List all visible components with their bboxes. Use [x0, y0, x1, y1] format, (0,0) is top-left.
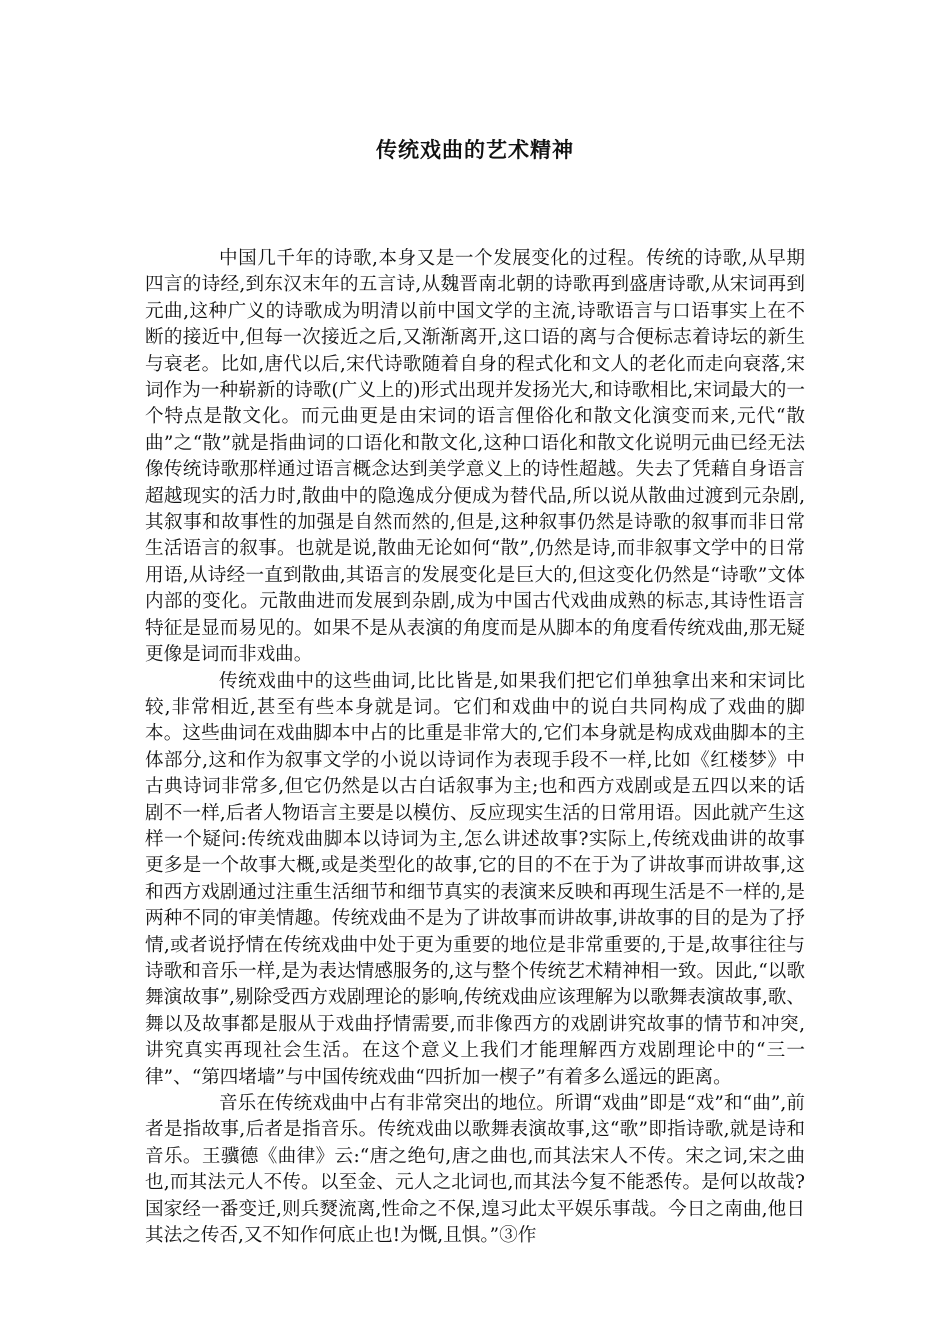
article-body [145, 246, 805, 1249]
paragraph-2: 传统戏曲中的这些曲词,比比皆是,如果我们把它们单独拿出来和宋词比较,非常相近,甚至有些本身就是词。它们和戏曲中的说白共同构成了戏曲的脚本。这些曲词在戏曲脚本中占的比重是非常大的,它们本身就是构成戏曲脚本的主体部分,这和作为叙事文学的小说以诗词作为表现手段不一样,比如《红楼梦》中古典诗词非常多,但它仍然是以古白话叙事为主;也和西方戏剧或是五四以来的话剧不一样,后者人物语言主要是以模仿、反应现实生活的日常用语。因此就产生这样一个疑问:传统戏曲脚本以诗词为主,怎么讲述故事?实际上,传统戏曲讲的故事更多是一个故事大概,或是类型化的故事,它的目的不在于为了讲故事而讲故事,这和西方戏剧通过注重生活细节和细节真实的表演来反映和再现生活是不一样的,是两种不同的审美情趣。传统戏曲不是为了讲故事而讲故事,讲故事的目的是为了抒情,或者说抒情在传统戏曲中处于更为重要的地位是非常重要的,于是,故事往往与诗歌和音乐一样,是为表达情感服务的,这与整个传统艺术精神相一致。因此,“以歌舞演故事”,剔除受西方戏剧理论的影响,传统戏曲应该理解为以歌舞表演故事,歌、舞以及故事都是服从于戏曲抒情需要,而非像西方的戏剧讲究故事的情节和冲突,讲究真实再现社会生活。在这个意义上我们才能理解西方戏剧理论中的“三一律”、“第四堵墙”与中国传统戏曲“四折加一楔子”有着多么遥远的距离。 [145, 670, 805, 1088]
paragraph-1: 中国几千年的诗歌,本身又是一个发展变化的过程。传统的诗歌,从早期四言的诗经,到东汉末年的五言诗,从魏晋南北朝的诗歌再到盛唐诗歌,从宋词再到元曲,这种广义的诗歌成为明清以前中国文学的主流,诗歌语言与口语事实上在不断的接近中,但每一次接近之后,又渐渐离开,这口语的离与合便标志着诗坛的新生与衰老。比如,唐代以后,宋代诗歌随着自身的程式化和文人的老化而走向衰落,宋词作为一种崭新的诗歌(广义上的)形式出现并发扬光大,和诗歌相比,宋词最大的一个特点是散文化。而元曲更是由宋词的语言俚俗化和散文化演变而来,元代“散曲”之“散”就是指曲词的口语化和散文化,这种口语化和散文化说明元曲已经无法像传统诗歌那样通过语言概念达到美学意义上的诗性超越。失去了凭藉自身语言超越现实的活力时,散曲中的隐逸成分便成为替代品,所以说从散曲过渡到元杂剧,其叙事和故事性的加强是自然而然的,但是,这种叙事仍然是诗歌的叙事而非日常生活语言的叙事。也就是说,散曲无论如何“散”,仍然是诗,而非叙事文学中的日常用语,从诗经一直到散曲,其语言的发展变化是巨大的,但这变化仍然是“诗歌”文体内部的变化。元散曲进而发展到杂剧,成为中国古代戏曲成熟的标志,其诗性语言特征是显而易见的。如果不是从表演的角度而是从脚本的角度看传统戏曲,那无疑更像是词而非戏曲。 [145, 248, 805, 666]
paragraph-3: 音乐在传统戏曲中占有非常突出的地位。所谓“戏曲”即是“戏”和“曲”,前者是指故事,后者是指音乐。传统戏曲以歌舞表演故事,这“歌”即指诗歌,就是诗和音乐。王骥德《曲律》云:“唐之绝句,唐之曲也,而其法宋人不传。宋之词,宋之曲也,而其法元人不传。以至金、元人之北词也,而其法今复不能悉传。是何以故哉?国家经一番变迁,则兵燹流离,性命之不保,遑习此太平娱乐事哉。今日之南曲,他日其法之传否,又不知作何底止也!为慨,且惧。”③作 [145, 1093, 805, 1247]
page-title: 传统戏曲的艺术精神 [376, 137, 574, 162]
